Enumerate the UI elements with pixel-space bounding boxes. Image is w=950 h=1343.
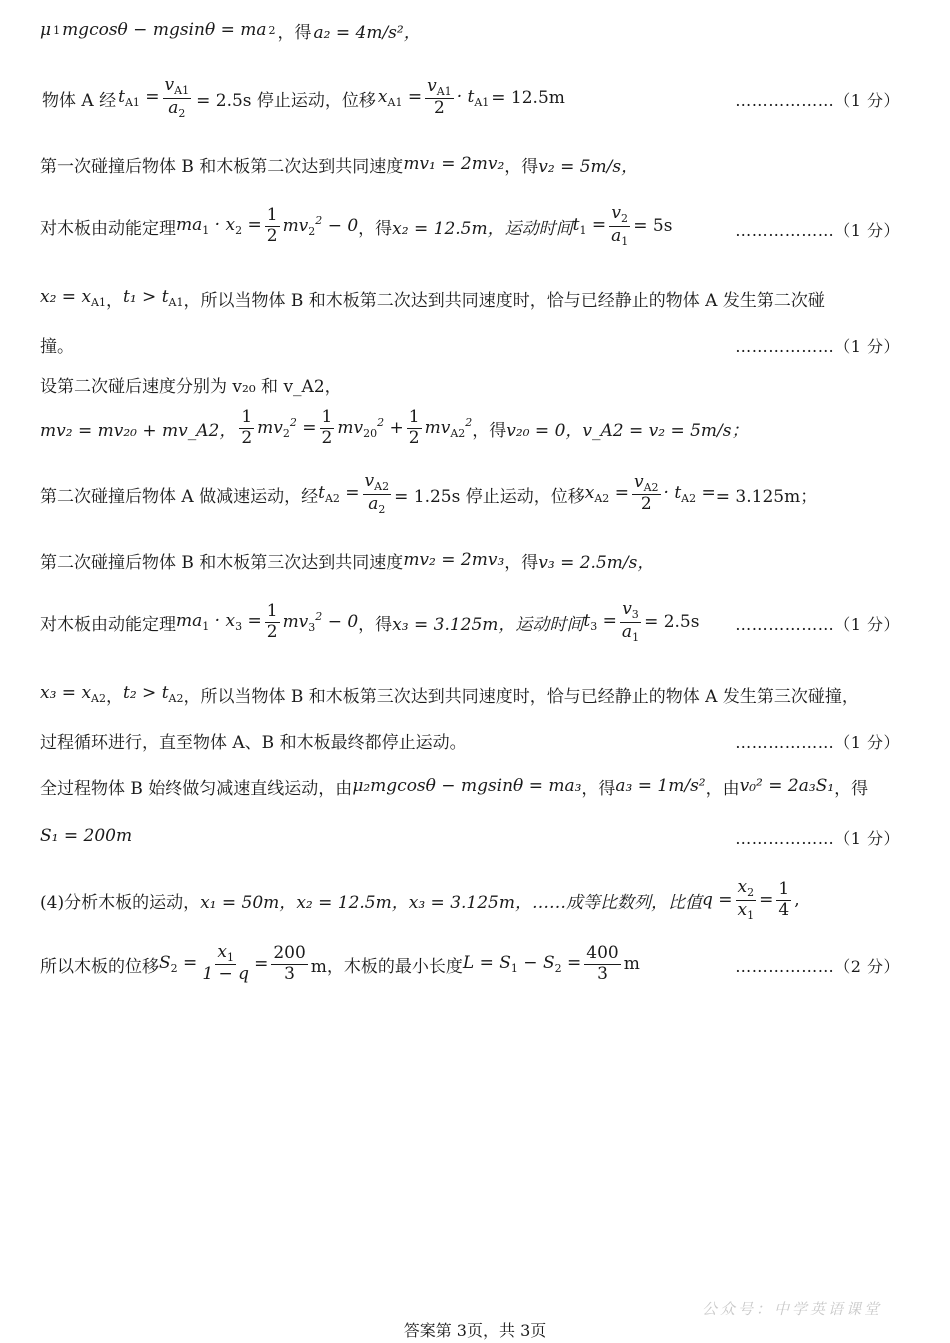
text: S₁ = 200m bbox=[40, 826, 133, 846]
text: v_A2 = v₂ = 5m/s； bbox=[582, 420, 749, 441]
eq-line-10 bbox=[40, 542, 890, 578]
eq-1: μ 1 mgcosθ − mgsinθ = ma 2 bbox=[40, 20, 276, 40]
frac-v3-a1: $\frac{v_3}{a_1}$ bbox=[621, 598, 640, 644]
text: ，得 bbox=[834, 778, 869, 799]
text: = 2.5s 停止运动，位移 bbox=[196, 90, 376, 111]
e3: $mv_{A2}^2$ bbox=[424, 416, 473, 440]
text: = 5s bbox=[633, 216, 673, 236]
text: ， bbox=[106, 686, 123, 707]
text: ，得 bbox=[277, 22, 312, 43]
watermark: 公众号：中学英语课堂 bbox=[701, 1300, 882, 1318]
text: = 2.5s bbox=[644, 612, 700, 632]
text: 对木板由动能定理 bbox=[40, 218, 176, 239]
score-6: ………………（1 分） bbox=[735, 829, 900, 848]
frac-va2-2: $\frac{v_{A2}}{2}$ bbox=[633, 471, 659, 515]
score-1: ………………（1 分） bbox=[735, 91, 900, 110]
frac-v2-a1: $\frac{v_2}{a_1}$ bbox=[611, 202, 629, 248]
eq-line-5 bbox=[40, 280, 890, 316]
text: ，得 bbox=[358, 614, 393, 635]
e1: $mv_2^2$ = bbox=[257, 416, 317, 440]
text: t₁ > t bbox=[123, 287, 169, 307]
t2-gt: $t_2 > t_{A2}$ bbox=[123, 683, 184, 705]
text: x₂ = 12.5m， bbox=[296, 892, 409, 913]
ma1x2: $ma_1 \cdot x_2$ = bbox=[176, 215, 262, 237]
text: = 1.25s 停止运动，位移 bbox=[394, 486, 585, 507]
frac-quarter: $\frac{1}{4}$ bbox=[778, 878, 790, 920]
eq-line-1 bbox=[40, 12, 890, 48]
text: ，由 bbox=[705, 778, 740, 799]
score-2: ………………（1 分） bbox=[735, 221, 900, 240]
text: 物体 A 经 bbox=[42, 90, 117, 111]
text: ，得 bbox=[504, 156, 539, 177]
text: (4)分析木板的运动， bbox=[40, 892, 201, 913]
eq-line-16 bbox=[40, 876, 890, 922]
text: v₂ = 5m/s， bbox=[538, 156, 639, 177]
frac-half: $\frac{1}{2}$ bbox=[408, 406, 420, 448]
text: v₂₀ = 0， bbox=[506, 420, 583, 441]
eq-sign: = bbox=[254, 954, 269, 974]
text: x₂ = 12.5m，运动时间 bbox=[392, 218, 573, 239]
frac-half: $\frac{1}{2}$ bbox=[266, 600, 278, 642]
text: = 3.125m； bbox=[715, 486, 818, 507]
frac-va1-a2: $\frac{v_{A1}}{a_2}$ bbox=[164, 74, 190, 120]
frac-half: $\frac{1}{2}$ bbox=[321, 406, 333, 448]
text: v₃ = 2.5m/s， bbox=[538, 552, 655, 573]
text: m，木板的最小长度 bbox=[310, 956, 463, 977]
score-3: ………………（1 分） bbox=[735, 337, 900, 356]
text: x₃ = 3.125m，……成等比数列，比值 bbox=[408, 892, 702, 913]
text: x₂ = x bbox=[40, 287, 92, 307]
text: ，得 bbox=[358, 218, 393, 239]
text: a₂ = 4m/s²， bbox=[313, 22, 421, 43]
t-a1: $t_{A1}$ = bbox=[118, 87, 160, 109]
frac-va2-a2: $\frac{v_{A2}}{a_2}$ bbox=[364, 470, 390, 516]
L-eq: $L = S_1 - S_2$ = bbox=[462, 953, 582, 975]
t1-gt: $t_1 > t_{A1}$ bbox=[123, 287, 184, 309]
text: 第一次碰撞后物体 B 和木板第二次达到共同速度 bbox=[40, 156, 404, 177]
eq-line-3 bbox=[40, 146, 890, 182]
text: 全过程物体 B 始终做匀减速直线运动，由 bbox=[40, 778, 353, 799]
text: 所以木板的位移 bbox=[40, 956, 159, 977]
frac-400-3: $\frac{400}{3}$ bbox=[586, 942, 619, 984]
text: 第二次碰撞后物体 B 和木板第三次达到共同速度 bbox=[40, 552, 404, 573]
text: 撞。 bbox=[40, 336, 74, 357]
text: 过程循环进行，直至物体 A、B 和木板最终都停止运动。 bbox=[40, 732, 467, 753]
text: mv₂ = mv₂₀ + mv_A2， bbox=[40, 420, 237, 441]
text: x₃ = x bbox=[40, 683, 92, 703]
score-4: ………………（1 分） bbox=[735, 615, 900, 634]
t-a2: $t_{A2}$ = bbox=[318, 483, 360, 505]
text: x₁ = 50m， bbox=[200, 892, 297, 913]
ma1x3: $ma_1 \cdot x_3$ = bbox=[176, 611, 262, 633]
x-a1: $x_{A1}$ = bbox=[377, 87, 423, 109]
s2-eq: $S_2$ = bbox=[159, 953, 198, 975]
score-7: ………………（2 分） bbox=[735, 957, 900, 976]
text: , bbox=[794, 890, 800, 910]
text: ，得 bbox=[472, 420, 507, 441]
frac-x1-1mq: $\frac{x_1}{1 - q}$ bbox=[202, 941, 250, 985]
t1-eq: $t_1$ = bbox=[572, 215, 607, 237]
text: ，所以当物体 B 和木板第三次达到共同速度时，恰与已经静止的物体 A 发生第三次碰撞， bbox=[183, 686, 859, 707]
mv3sq: $mv_3^2 - 0$ bbox=[282, 610, 359, 634]
text: t₂ > t bbox=[123, 683, 169, 703]
text: 对木板由动能定理 bbox=[40, 614, 176, 635]
eq-line-12 bbox=[40, 676, 890, 712]
score-5: ………………（1 分） bbox=[735, 733, 900, 752]
text: mv₁ = 2mv₂ bbox=[403, 154, 505, 174]
text: 设第二次碰后速度分别为 v₂₀ 和 v_A2， bbox=[40, 376, 342, 397]
text: x₃ = 3.125m，运动时间 bbox=[392, 614, 584, 635]
text: μ₂mgcosθ − mgsinθ = ma₃ bbox=[352, 776, 582, 796]
mv2sq: $mv_2^2 - 0$ bbox=[282, 214, 359, 238]
eq-line-14 bbox=[40, 768, 890, 804]
text: ，得 bbox=[504, 552, 539, 573]
text: m bbox=[623, 954, 640, 974]
frac-va1-2: $\frac{v_{A1}}{2}$ bbox=[427, 75, 452, 119]
text: v₀² = 2a₃S₁ bbox=[739, 776, 835, 796]
text: 第二次碰撞后物体 A 做减速运动，经 bbox=[40, 486, 319, 507]
page-footer: 答案第 3页，共 3页 bbox=[403, 1321, 547, 1340]
t3-eq: $t_3$ = bbox=[583, 611, 617, 633]
t-a1-b: · $t_{A1}$ bbox=[456, 87, 490, 109]
frac-x2-x1: $\frac{x_2}{x_1}$ bbox=[737, 876, 755, 922]
text: mv₂ = 2mv₃ bbox=[403, 550, 505, 570]
x2-eq: $x_2 = x_{A1}$ bbox=[40, 287, 106, 309]
eq-line-8 bbox=[40, 406, 890, 448]
x-a2: $x_{A2}$ = bbox=[584, 483, 629, 505]
frac-half: $\frac{1}{2}$ bbox=[266, 204, 278, 246]
t-a2-b: · $t_{A2}$ = bbox=[663, 483, 716, 505]
eq-line-7 bbox=[40, 366, 890, 402]
x3-eq: $x_3 = x_{A2}$ bbox=[40, 683, 106, 705]
eq-sign: = bbox=[759, 890, 774, 910]
text: ，所以当物体 B 和木板第二次达到共同速度时，恰与已经静止的物体 A 发生第二次碰 bbox=[183, 290, 825, 311]
eq-line-9 bbox=[40, 470, 890, 516]
frac-half: $\frac{1}{2}$ bbox=[241, 406, 253, 448]
text: = 12.5m bbox=[491, 88, 565, 108]
e2: $mv_{20}^2$ + bbox=[337, 416, 404, 440]
text: ，得 bbox=[581, 778, 616, 799]
text: ， bbox=[106, 290, 123, 311]
q-eq: q = bbox=[702, 890, 733, 910]
text: a₃ = 1m/s² bbox=[615, 776, 706, 796]
frac-200-3: $\frac{200}{3}$ bbox=[273, 942, 306, 984]
